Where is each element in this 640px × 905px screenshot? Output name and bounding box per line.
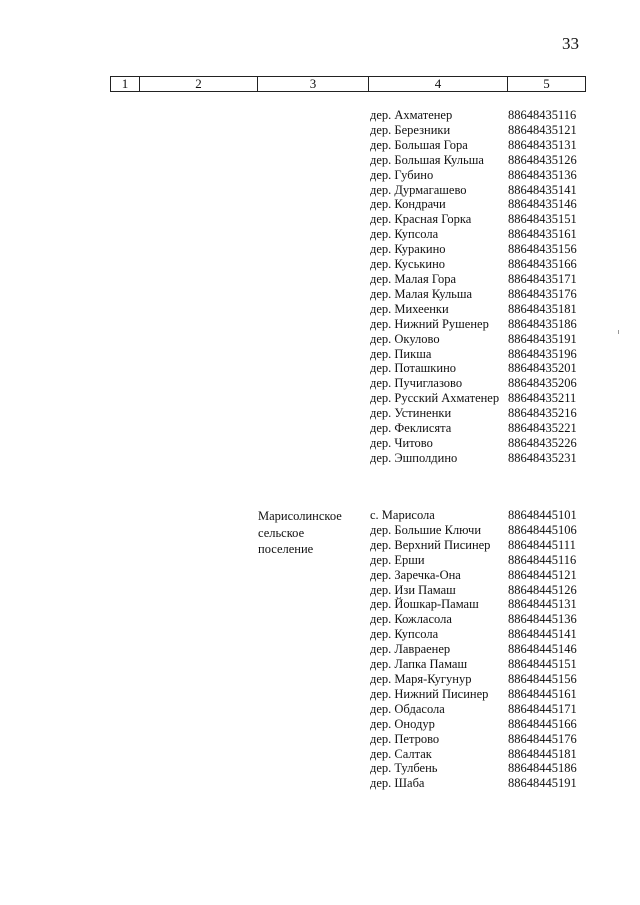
settlement-code: 88648435176	[508, 286, 577, 301]
settlement-name: дер. Ерши	[370, 552, 425, 567]
column-header-3: 3	[258, 77, 369, 92]
table-row	[370, 597, 590, 612]
table-row	[370, 123, 590, 138]
table-row	[370, 347, 590, 362]
table-row	[370, 747, 590, 762]
table-row	[370, 361, 590, 376]
table-row	[370, 272, 590, 287]
settlement-name: дер. Окулово	[370, 331, 440, 346]
settlement-name: дер. Большая Гора	[370, 137, 468, 152]
table-row	[370, 642, 590, 657]
table-row	[370, 687, 590, 702]
settlement-code: 88648435121	[508, 122, 577, 137]
settlement-code: 88648435216	[508, 406, 577, 421]
table-row	[370, 212, 590, 227]
settlement-name: дер. Обдасола	[370, 701, 445, 716]
settlement-name: дер. Куськино	[370, 257, 446, 272]
table-row	[370, 627, 590, 642]
table-row	[370, 583, 590, 598]
table-row	[370, 197, 590, 212]
settlement-code: 88648435201	[508, 361, 577, 376]
table-row	[370, 717, 590, 732]
settlement-code: 88648435181	[508, 301, 577, 316]
settlement-code: 88648435116	[508, 108, 577, 122]
settlement-name: дер. Кожласола	[370, 612, 452, 627]
settlement-code: 88648435191	[508, 331, 577, 346]
settlement-code: 88648445111	[508, 537, 576, 552]
settlement-name: дер. Ахматенер	[370, 108, 453, 122]
table-row	[370, 538, 590, 553]
table-row	[370, 302, 590, 317]
settlement-name: дер. Лапка Памаш	[370, 657, 468, 672]
settlement-code: 88648435151	[508, 212, 577, 227]
settlement-code: 88648445151	[508, 657, 577, 672]
settlement-name: дер. Дурмагашево	[370, 182, 467, 197]
settlement-code: 88648445166	[508, 716, 577, 731]
table-row	[370, 168, 590, 183]
scan-mark	[618, 330, 619, 334]
settlement-code: 88648435221	[508, 421, 577, 436]
settlement-name: дер. Купсола	[370, 627, 439, 642]
district-name: Марисолинское сельское поселение	[258, 509, 342, 557]
settlement-code: 88648435196	[508, 346, 577, 361]
settlement-name: дер. Верхний Писинер	[370, 537, 491, 552]
settlement-code: 88648445126	[508, 582, 577, 597]
settlement-name: дер. Петрово	[370, 731, 440, 746]
table-row	[370, 523, 590, 538]
settlement-name: дер. Красная Горка	[370, 212, 472, 227]
table-header	[110, 76, 586, 92]
table-row	[370, 391, 590, 406]
settlement-code: 88648445146	[508, 642, 577, 657]
settlement-name: дер. Эшполдино	[370, 450, 458, 465]
settlement-name: дер. Салтак	[370, 746, 432, 761]
settlement-code: 88648445191	[508, 776, 577, 791]
settlement-name: дер. Тулбень	[370, 761, 438, 776]
settlement-code: 88648435126	[508, 152, 577, 167]
settlement-name: дер. Купсола	[370, 227, 439, 242]
settlement-name: дер. Маря-Кугунур	[370, 671, 472, 686]
settlement-code: 88648445106	[508, 522, 577, 537]
table-row	[370, 436, 590, 451]
settlement-code: 88648435141	[508, 182, 577, 197]
settlement-name: дер. Изи Памаш	[370, 582, 456, 597]
settlement-code: 88648435136	[508, 167, 577, 182]
table-row	[370, 568, 590, 583]
table-row	[370, 732, 590, 747]
table-row	[370, 332, 590, 347]
settlement-code: 88648445141	[508, 627, 577, 642]
table-row	[370, 553, 590, 568]
settlement-code: 88648435206	[508, 376, 577, 391]
column-header-1: 1	[111, 77, 140, 92]
table-row	[370, 317, 590, 332]
settlement-code: 88648435211	[508, 391, 577, 406]
settlement-code: 88648435166	[508, 257, 577, 272]
settlement-name: дер. Заречка-Она	[370, 567, 461, 582]
table-row	[370, 183, 590, 198]
table-row	[370, 227, 590, 242]
settlement-code: 88648435231	[508, 450, 577, 465]
table-row	[370, 138, 590, 153]
page-number: 33	[562, 34, 579, 53]
settlement-name: дер. Губино	[370, 167, 434, 182]
settlement-name: дер. Устиненки	[370, 406, 452, 421]
settlement-code: 88648435161	[508, 227, 577, 242]
table-row	[370, 612, 590, 627]
table-row	[370, 108, 590, 123]
settlement-name: дер. Малая Гора	[370, 271, 457, 286]
settlement-code: 88648445131	[508, 597, 577, 612]
settlement-name: дер. Большие Ключи	[370, 522, 482, 537]
table-row	[370, 376, 590, 391]
settlement-name: дер. Нижний Рушенер	[370, 316, 489, 331]
settlement-code: 88648445161	[508, 686, 577, 701]
column-header-5: 5	[508, 77, 586, 92]
settlement-name: дер. Русский Ахматенер	[370, 391, 500, 406]
settlement-name: дер. Березники	[370, 122, 451, 137]
settlement-code: 88648445101	[508, 508, 577, 522]
table-row	[370, 257, 590, 272]
settlement-code: 88648445186	[508, 761, 577, 776]
settlement-name: дер. Лавраенер	[370, 642, 451, 657]
settlement-code: 88648435156	[508, 242, 577, 257]
settlement-name: с. Марисола	[370, 508, 435, 522]
settlement-name: дер. Большая Кульша	[370, 152, 484, 167]
settlement-code: 88648435146	[508, 197, 577, 212]
table-row	[370, 657, 590, 672]
settlement-code: 88648445136	[508, 612, 577, 627]
settlement-code: 88648435171	[508, 271, 577, 286]
settlement-name: дер. Кондрачи	[370, 197, 446, 212]
settlement-name: дер. Пикша	[370, 346, 432, 361]
settlement-list	[370, 108, 590, 466]
column-header-4: 4	[369, 77, 508, 92]
settlement-name: дер. Малая Кульша	[370, 286, 473, 301]
table-row	[370, 672, 590, 687]
table-row	[370, 508, 590, 523]
settlement-name: дер. Нижний Писинер	[370, 686, 489, 701]
table-row	[370, 702, 590, 717]
column-header-2: 2	[140, 77, 258, 92]
table-row	[370, 421, 590, 436]
settlement-code: 88648445156	[508, 671, 577, 686]
table-row	[370, 153, 590, 168]
settlement-name: дер. Феклисята	[370, 421, 452, 436]
settlement-code: 88648435226	[508, 435, 577, 450]
table-row	[370, 406, 590, 421]
settlement-name: дер. Шаба	[370, 776, 425, 791]
settlement-code: 88648445171	[508, 701, 577, 716]
settlement-name: дер. Йошкар-Памаш	[370, 597, 479, 612]
settlement-name: дер. Пучиглазово	[370, 376, 463, 391]
settlement-code: 88648435131	[508, 137, 577, 152]
table-row	[370, 242, 590, 257]
settlement-name: дер. Онодур	[370, 716, 435, 731]
settlement-list	[370, 508, 590, 791]
settlement-code: 88648445121	[508, 567, 577, 582]
table-row	[370, 761, 590, 776]
table-row	[370, 287, 590, 302]
table-row	[370, 451, 590, 466]
settlement-name: дер. Поташкино	[370, 361, 457, 376]
settlement-name: дер. Читово	[370, 435, 433, 450]
settlement-name: дер. Куракино	[370, 242, 446, 257]
table-row	[370, 776, 590, 791]
settlement-code: 88648435186	[508, 316, 577, 331]
settlement-code: 88648445176	[508, 731, 577, 746]
settlement-name: дер. Михеенки	[370, 301, 449, 316]
settlement-code: 88648445181	[508, 746, 577, 761]
settlement-code: 88648445116	[508, 552, 577, 567]
